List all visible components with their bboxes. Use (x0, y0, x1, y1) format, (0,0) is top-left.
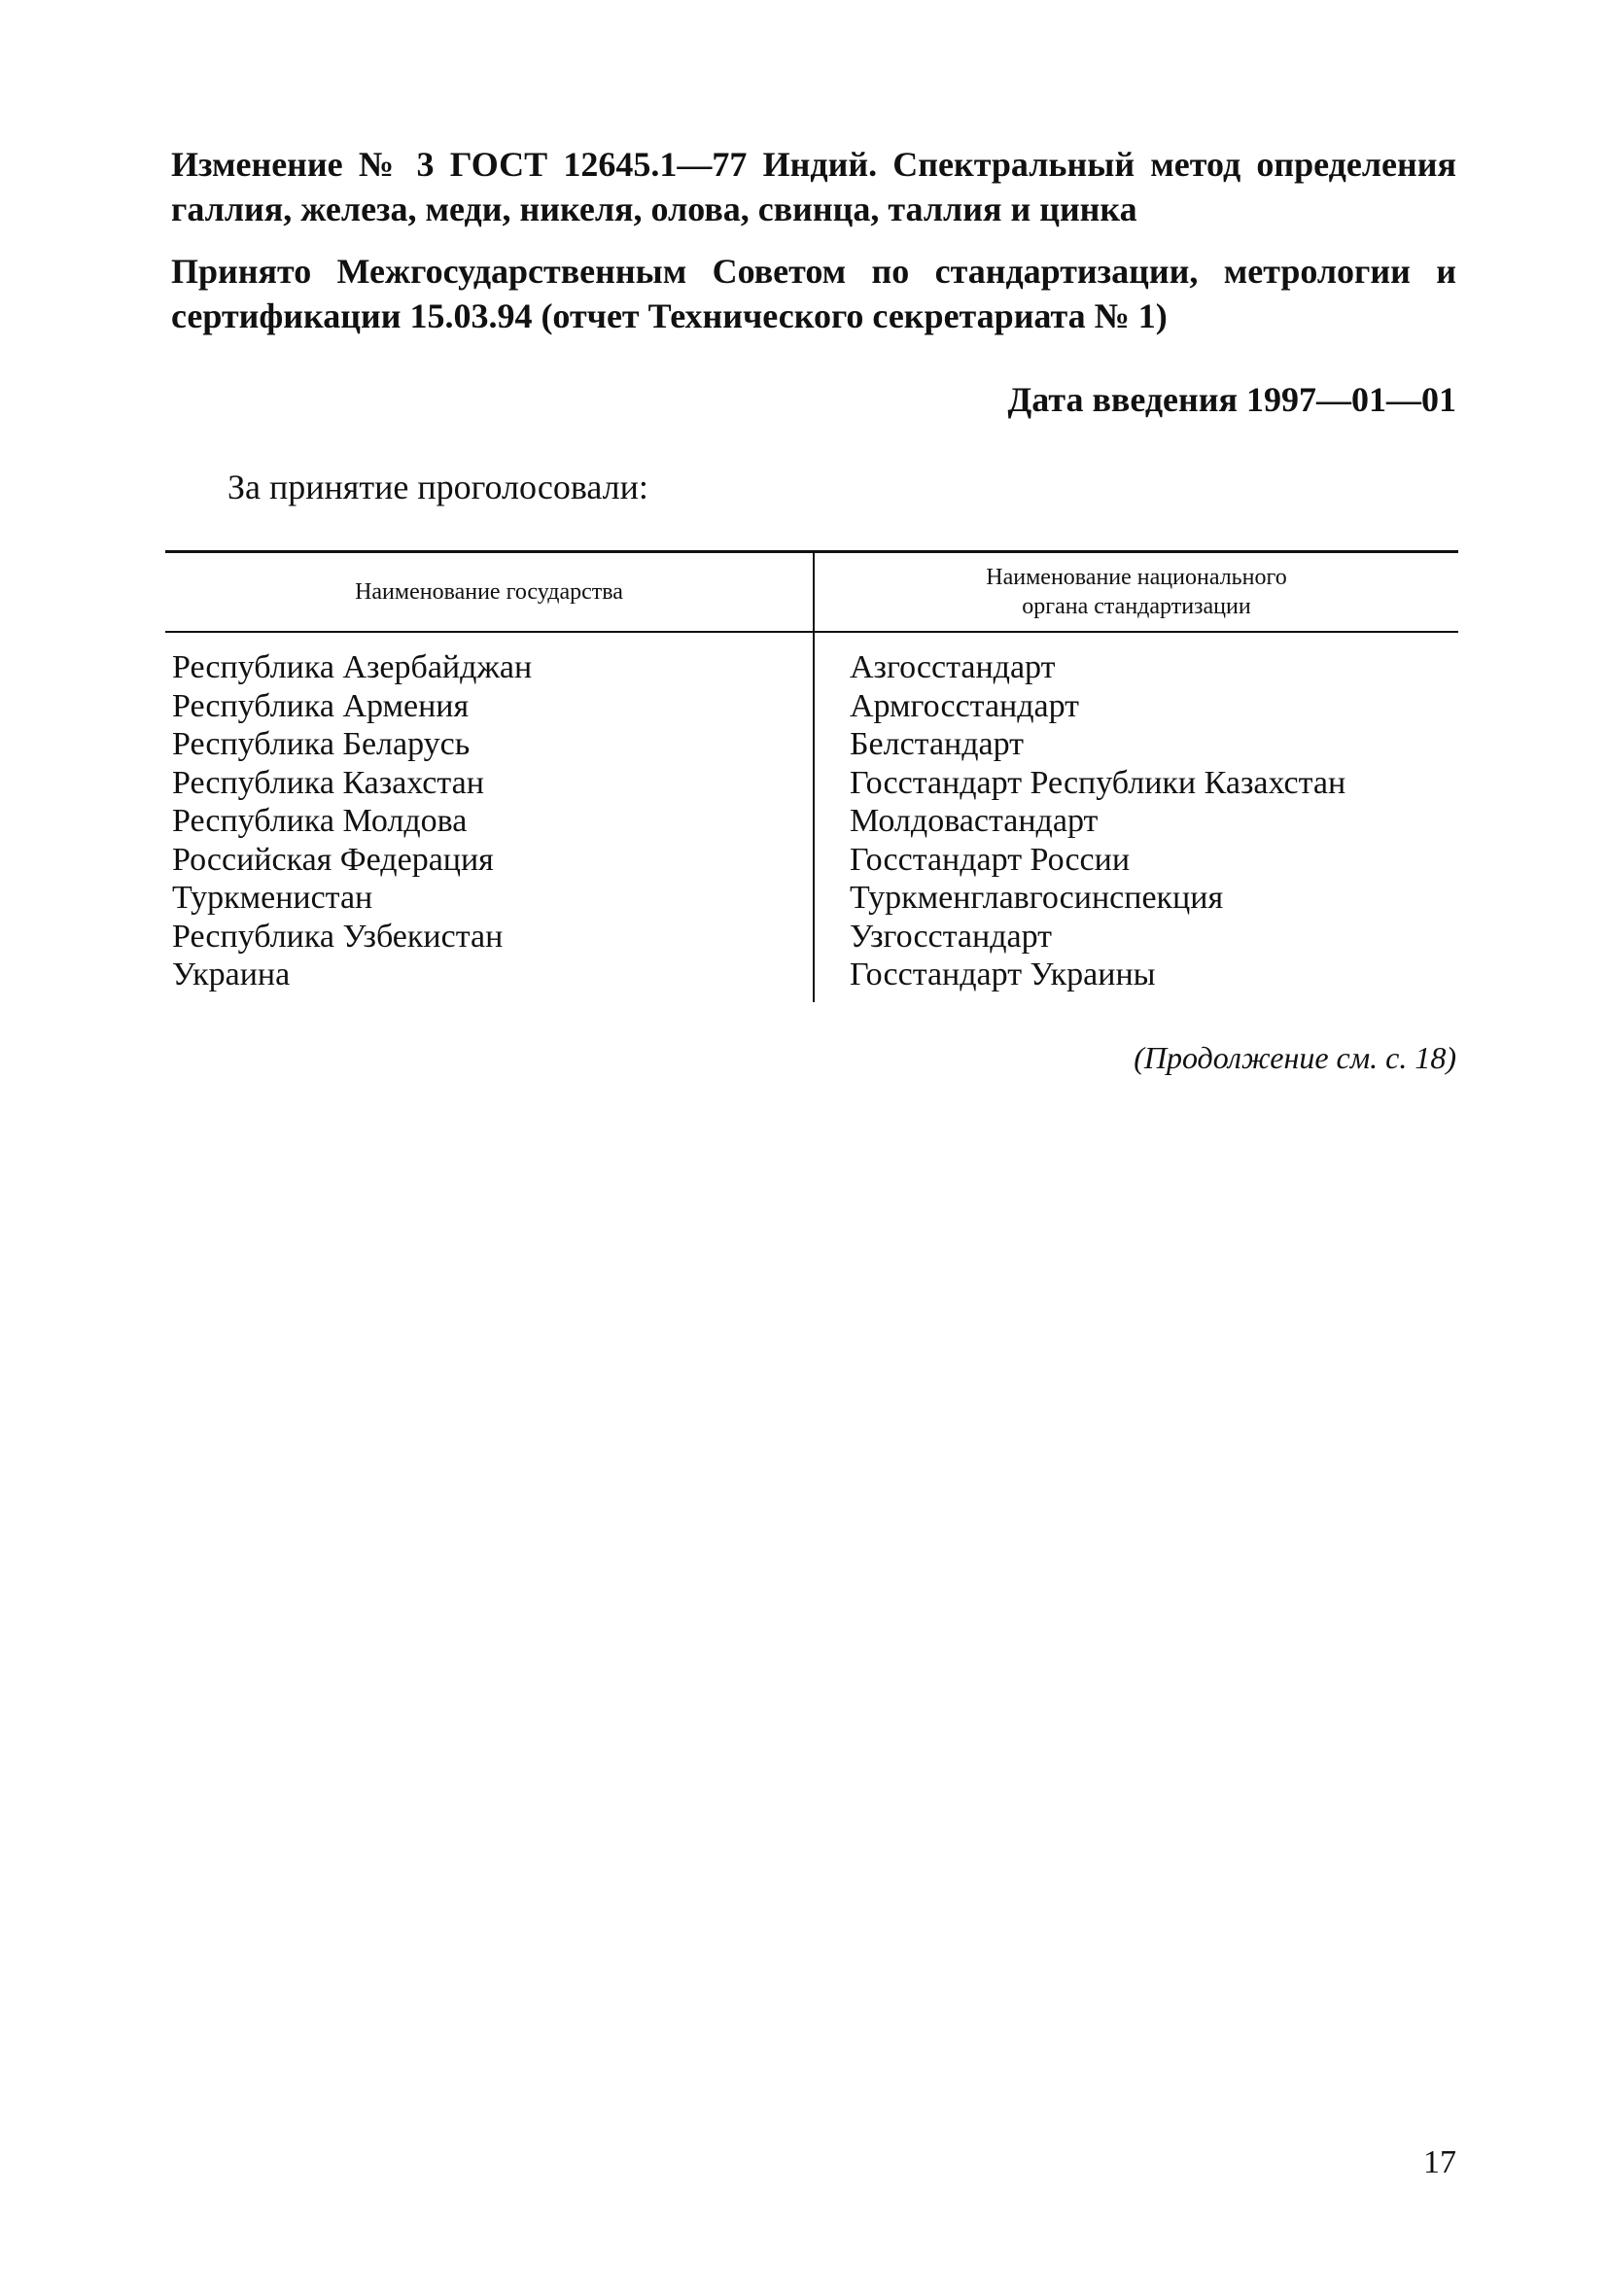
header-state: Наименование государства (355, 579, 623, 605)
standards-body-column (813, 633, 1458, 1002)
standards-body-cell: Госстандарт России (850, 841, 1131, 878)
standards-body-cell: Туркменглавгосинспекция (850, 880, 1224, 916)
state-cell: Туркменистан (172, 880, 373, 916)
standards-body-cell: Госстандарт Республики Казахстан (850, 764, 1346, 801)
state-cell: Республика Узбекистан (172, 918, 504, 955)
header-standards-body-line2: органа стандартизации (1022, 594, 1251, 619)
standards-body-cell: Азгосстандарт (850, 649, 1056, 685)
state-cell: Республика Молдова (172, 803, 468, 839)
amendment-title: Изменение № 3 ГОСТ 12645.1—77 Индий. Спектральный метод определения галлия, железа, меди, никеля, олова, свинца, таллия и цинка (171, 145, 1456, 228)
standards-body-cell: Узгосстандарт (850, 918, 1053, 955)
header-standards-body (813, 553, 1458, 631)
standards-body-cell: Белстандарт (850, 726, 1025, 762)
state-cell: Украина (172, 957, 291, 992)
state-cell: Республика Беларусь (172, 726, 471, 762)
standards-body-cell: Молдовастандарт (850, 803, 1099, 839)
adoption-statement: Принято Межгосударственным Советом по стандартизации, метрологии и сертификации 15.03.94 (отчет Технического секретариата № 1) (171, 252, 1456, 335)
standards-body-cell: Госстандарт Украины (850, 957, 1156, 992)
introduction-date: Дата введения 1997—01—01 (1007, 380, 1456, 419)
standards-body-cell: Армгосстандарт (850, 687, 1080, 724)
state-column (165, 633, 813, 1002)
state-cell: Республика Казахстан (172, 764, 484, 801)
voting-table (165, 550, 1458, 1002)
state-cell: Российская Федерация (172, 841, 494, 878)
state-cell: Республика Армения (172, 687, 470, 724)
continuation-note: (Продолжение см. с. 18) (1134, 1040, 1456, 1075)
table-header (165, 553, 1458, 633)
voted-label: За принятие проголосовали: (227, 468, 648, 506)
header-standards-body-line1: Наименование национального (986, 565, 1287, 590)
page-number: 17 (1423, 2144, 1456, 2180)
state-cell: Республика Азербайджан (172, 649, 533, 685)
table-body (165, 633, 1458, 1002)
